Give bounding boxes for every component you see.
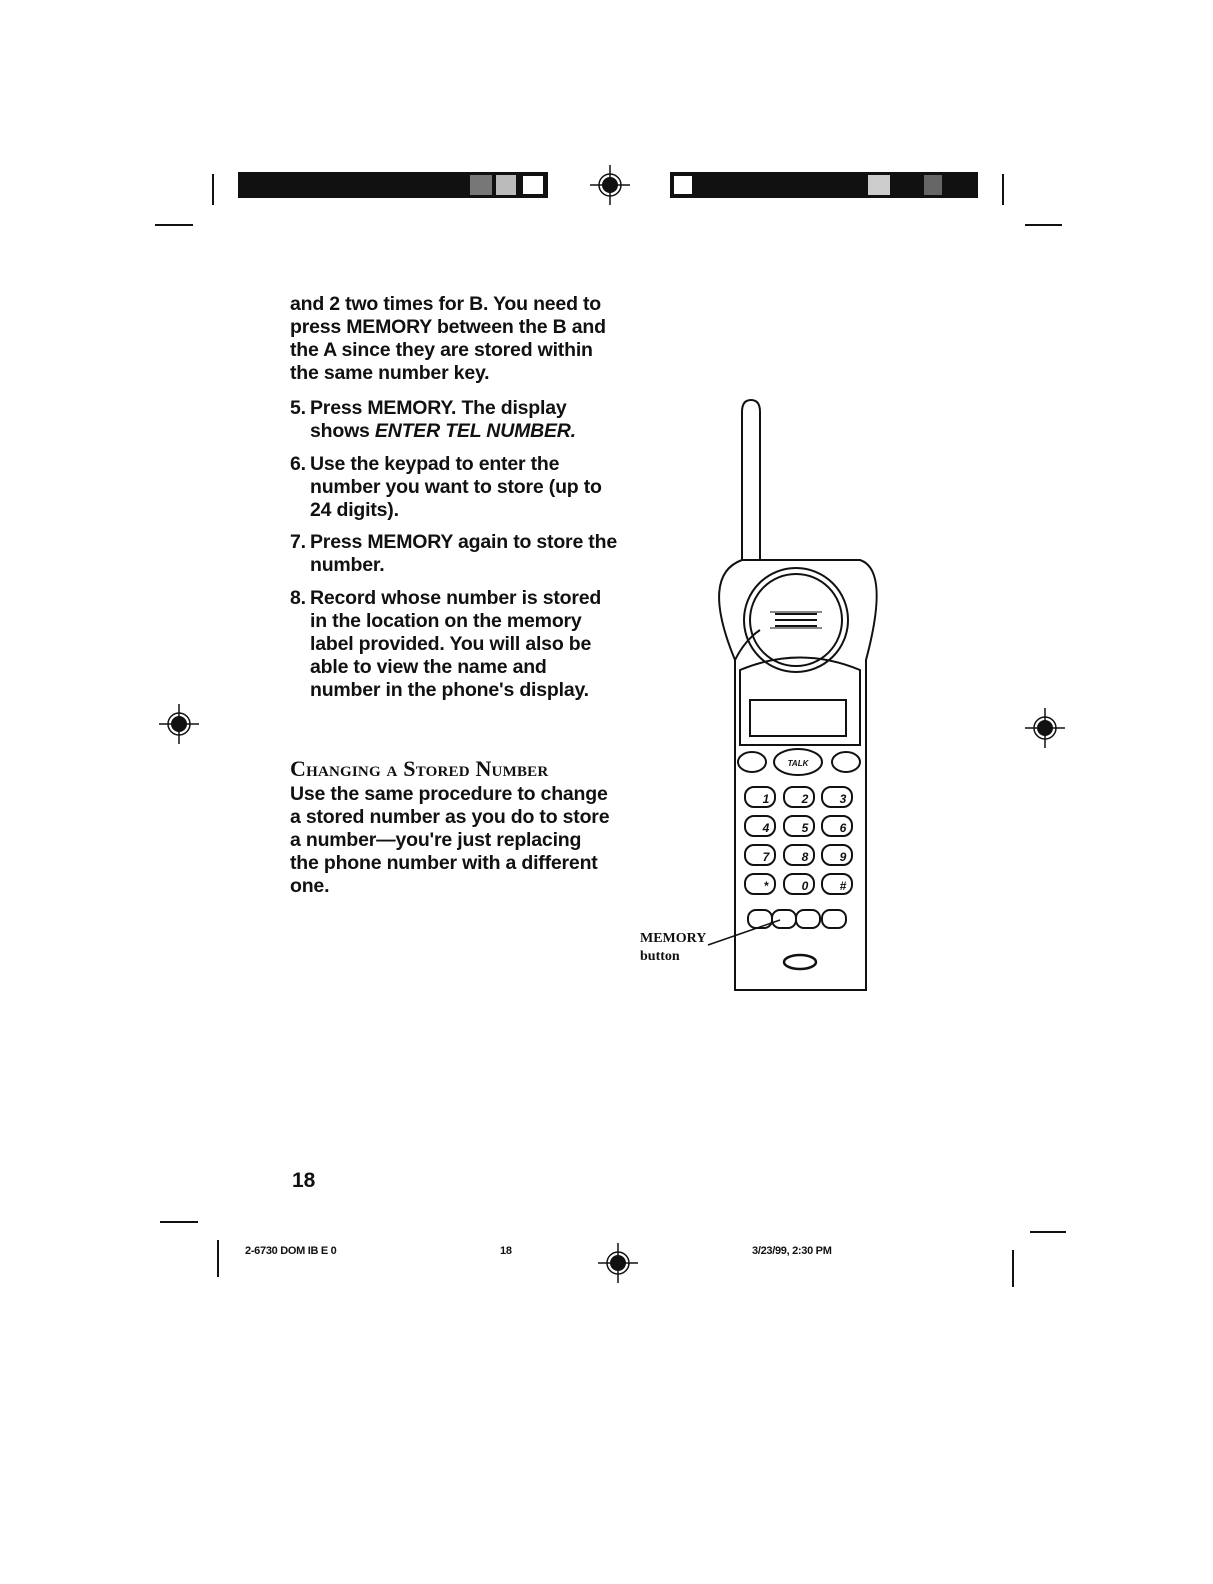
- step-8-number: 8.: [290, 587, 306, 609]
- key-hash: #: [839, 879, 847, 893]
- key-9: 9: [839, 850, 847, 864]
- memory-button-callout: [640, 930, 706, 966]
- key-1: 1: [762, 792, 770, 806]
- key-3: 3: [839, 792, 847, 806]
- footer-timestamp: 3/23/99, 2:30 PM: [752, 1245, 832, 1257]
- step-7-text: Press MEMORY again to store the number.: [310, 531, 617, 576]
- step-7-number: 7.: [290, 531, 306, 553]
- talk-key-label: TALK: [787, 759, 809, 768]
- key-4: 4: [762, 821, 770, 835]
- key-8: 8: [801, 850, 809, 864]
- step-6-text: Use the keypad to enter the number you want to store (up to 24 digits).: [310, 453, 602, 521]
- section-body: Use the same procedure to change a stored number as you do to store a number—you're just replacing the phone number with a different one.: [290, 783, 610, 897]
- page-number: 18: [292, 1169, 316, 1192]
- key-0: 0: [801, 879, 809, 893]
- display-message: ENTER TEL NUMBER.: [374, 420, 576, 442]
- step-5-text: Press MEMORY. The display shows: [310, 397, 567, 442]
- key-star: *: [763, 879, 769, 893]
- step-8-text: Record whose number is stored in the location on the memory label provided. You will also be able to view the name and number in the phone's display.: [310, 587, 602, 701]
- callout-line-1: MEMORY: [640, 931, 707, 946]
- key-5: 5: [801, 821, 809, 835]
- key-7: 7: [762, 850, 770, 864]
- step-6-number: 6.: [290, 453, 306, 475]
- callout-line-2: button: [640, 949, 680, 964]
- key-2: 2: [801, 792, 809, 806]
- footer-page: 18: [500, 1245, 512, 1257]
- footer-job-code: 2-6730 DOM IB E 0: [245, 1245, 337, 1257]
- section-heading: Changing a Stored Number: [290, 756, 549, 781]
- intro-paragraph: and 2 two times for B. You need to press MEMORY between the B and the A since they are stored within the same number key.: [290, 293, 606, 384]
- key-6: 6: [839, 821, 847, 835]
- step-5-number: 5.: [290, 397, 306, 419]
